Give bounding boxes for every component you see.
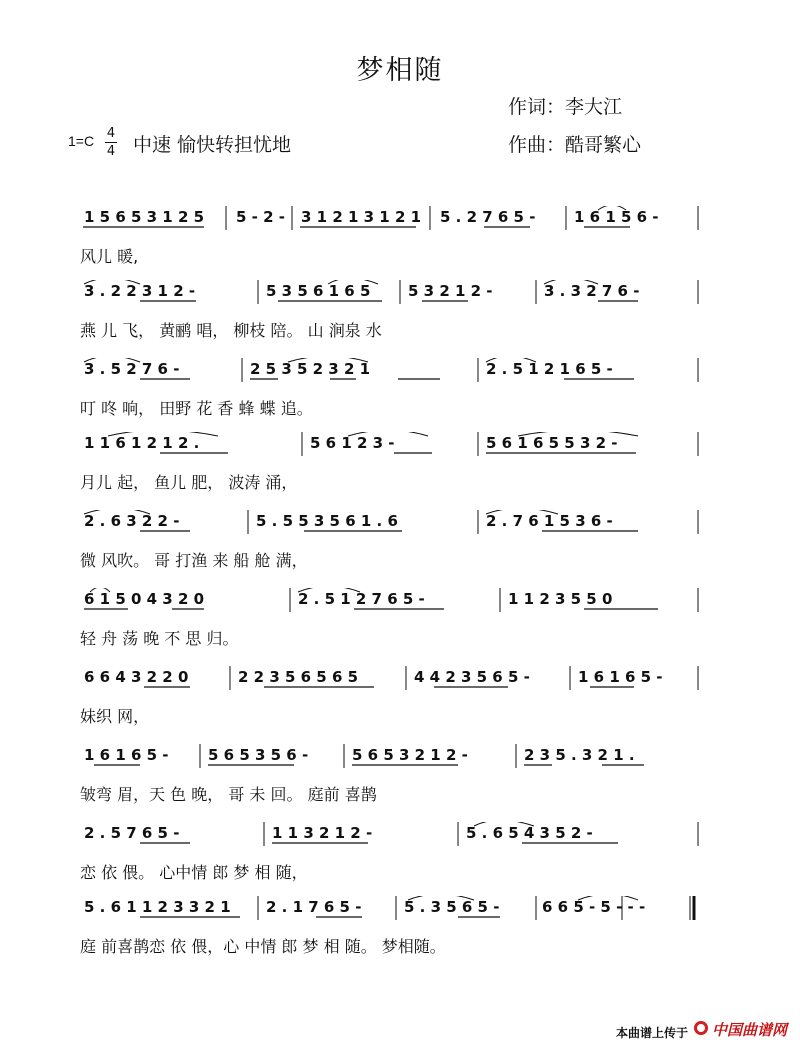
time-signature-bottom: 4 xyxy=(106,144,116,159)
song-title: 梦相随 xyxy=(356,55,444,86)
svg-text:5 3 2 1 2 -: 5 3 2 1 2 - xyxy=(408,282,493,300)
staff-3 xyxy=(78,358,700,428)
svg-text:5 - 2 -: 5 - 2 - xyxy=(236,208,285,226)
lyrics-line-4: 月儿 起， 鱼儿 肥， 波涛 涌， xyxy=(80,473,298,492)
svg-text:4 4 2 3 5 6 5 -: 4 4 2 3 5 6 5 - xyxy=(414,668,530,686)
svg-text:2 5 3 5 2 3 2 1: 2 5 3 5 2 3 2 1 xyxy=(250,360,371,378)
notation-line-4 xyxy=(78,432,700,464)
notation-line-10 xyxy=(78,896,700,928)
svg-text:1 6 1 6 5 -: 1 6 1 6 5 - xyxy=(84,746,169,764)
svg-text:1 1 6 1 2 1 2 .: 1 1 6 1 2 1 2 . xyxy=(84,434,200,452)
site-logo[interactable] xyxy=(694,1019,786,1039)
svg-text:5 . 2 7 6 5 -: 5 . 2 7 6 5 - xyxy=(440,208,536,226)
upload-credit: 本曲谱上传于 xyxy=(615,1026,688,1040)
notation-line-7 xyxy=(78,666,700,698)
svg-text:1 5 6 5 3 1 2 5: 1 5 6 5 3 1 2 5 xyxy=(84,208,205,226)
staff-5 xyxy=(78,510,700,580)
tempo-marking: 中速 愉快转担忧地 xyxy=(133,134,292,156)
svg-text:1 6 1 6 5 -: 1 6 1 6 5 - xyxy=(578,668,663,686)
staff-10 xyxy=(78,896,700,966)
staff-8 xyxy=(78,744,700,814)
svg-text:5 . 3 5 6 5 -: 5 . 3 5 6 5 - xyxy=(404,898,500,916)
staff-1 xyxy=(78,206,700,276)
svg-text:2 . 5 1 2 7 6 5 -: 2 . 5 1 2 7 6 5 - xyxy=(298,590,425,608)
staff-9 xyxy=(78,822,700,892)
svg-text:5 6 1 6 5 5 3 2 -: 5 6 1 6 5 5 3 2 - xyxy=(486,434,618,452)
lyrics-line-5: 微 风吹。 哥 打渔 来 船 舱 满， xyxy=(80,551,308,570)
svg-text:2 . 1 7 6 5 -: 2 . 1 7 6 5 - xyxy=(266,898,362,916)
staff-7 xyxy=(78,666,700,736)
svg-text:1 1 2 3 5 5 0: 1 1 2 3 5 5 0 xyxy=(508,590,613,608)
notation-line-8 xyxy=(78,744,700,776)
svg-text:3 . 3 2 7 6 -: 3 . 3 2 7 6 - xyxy=(544,282,640,300)
svg-text:5 6 5 3 2 1 2 -: 5 6 5 3 2 1 2 - xyxy=(352,746,468,764)
svg-text:5 3 5 6 1 6 5: 5 3 5 6 1 6 5 xyxy=(266,282,371,300)
site-name: 中国曲谱网 xyxy=(712,1021,788,1039)
svg-text:2 3 5 . 3 2 1 .: 2 3 5 . 3 2 1 . xyxy=(524,746,635,764)
time-signature xyxy=(105,126,117,159)
lyrics-line-10: 庭 前喜鹊恋 依 偎，心 中情 郎 梦 相 随。 梦相随。 xyxy=(80,937,446,956)
lyrics-line-7: 妹织 网， xyxy=(80,707,150,726)
svg-text:2 . 5 1 2 1 6 5 -: 2 . 5 1 2 1 6 5 - xyxy=(486,360,613,378)
svg-text:3 . 2 2 3 1 2 -: 3 . 2 2 3 1 2 - xyxy=(84,282,196,300)
lyrics-line-2: 燕 儿 飞， 黄鹂 唱， 柳枝 陪。 山 涧泉 水 xyxy=(80,321,382,340)
svg-text:2 . 6 3 2 2 -: 2 . 6 3 2 2 - xyxy=(84,512,180,530)
svg-text:1 1 3 2 1 2 -: 1 1 3 2 1 2 - xyxy=(272,824,373,842)
composer-credit: 作曲：酷哥繁心 xyxy=(508,134,642,156)
time-signature-top: 4 xyxy=(106,126,116,141)
lyrics-line-3: 叮 咚 响， 田野 花 香 蜂 蝶 追。 xyxy=(80,399,313,418)
notation-line-6 xyxy=(78,588,700,620)
notation-line-2 xyxy=(78,280,700,312)
svg-text:5 . 6 1 1 2 3 3 2 1: 5 . 6 1 1 2 3 3 2 1 xyxy=(84,898,231,916)
notation-line-1 xyxy=(78,206,700,238)
lyrics-line-1: 风儿 暖, xyxy=(80,247,139,266)
svg-text:5 . 6 5 4 3 5 2 -: 5 . 6 5 4 3 5 2 - xyxy=(466,824,593,842)
lyrics-line-6: 轻 舟 荡 晚 不 思 归。 xyxy=(80,629,239,648)
notation-line-3 xyxy=(78,358,700,390)
svg-text:6 1 5 0 4 3 2 0: 6 1 5 0 4 3 2 0 xyxy=(84,590,205,608)
svg-text:5 . 5 5 3 5 6 1 . 6: 5 . 5 5 3 5 6 1 . 6 xyxy=(256,512,398,530)
svg-text:5 6 5 3 5 6 -: 5 6 5 3 5 6 - xyxy=(208,746,309,764)
lyrics-line-9: 恋 依 偎。 心中情 郎 梦 相 随， xyxy=(80,863,308,882)
lyricist-credit: 作词：李大江 xyxy=(508,96,623,118)
notation-line-9 xyxy=(78,822,700,854)
staff-4 xyxy=(78,432,700,502)
staff-2 xyxy=(78,280,700,350)
lyrics-line-8: 皱弯 眉，天 色 晚， 哥 未 回。 庭前 喜鹊 xyxy=(80,785,377,804)
svg-text:3 . 5 2 7 6 -: 3 . 5 2 7 6 - xyxy=(84,360,180,378)
logo-ring-icon xyxy=(694,1021,708,1035)
notation-line-5 xyxy=(78,510,700,542)
svg-text:2 . 5 7 6 5 -: 2 . 5 7 6 5 - xyxy=(84,824,180,842)
svg-text:3 1 2 1 3 1 2 1: 3 1 2 1 3 1 2 1 xyxy=(301,208,422,226)
svg-text:6 6 5 - 5 - - -: 6 6 5 - 5 - - - xyxy=(542,898,646,916)
svg-text:6 6 4 3 2 2 0: 6 6 4 3 2 2 0 xyxy=(84,668,189,686)
time-signature-bar xyxy=(105,142,117,143)
svg-text:2 2 3 5 6 5 6 5: 2 2 3 5 6 5 6 5 xyxy=(238,668,359,686)
key-signature: 1=C xyxy=(68,133,95,149)
svg-text:1 6 1 5 6 -: 1 6 1 5 6 - xyxy=(574,208,659,226)
svg-text:5 6 1 2 3 -: 5 6 1 2 3 - xyxy=(310,434,395,452)
staff-6 xyxy=(78,588,700,658)
svg-text:2 . 7 6 1 5 3 6 -: 2 . 7 6 1 5 3 6 - xyxy=(486,512,613,530)
